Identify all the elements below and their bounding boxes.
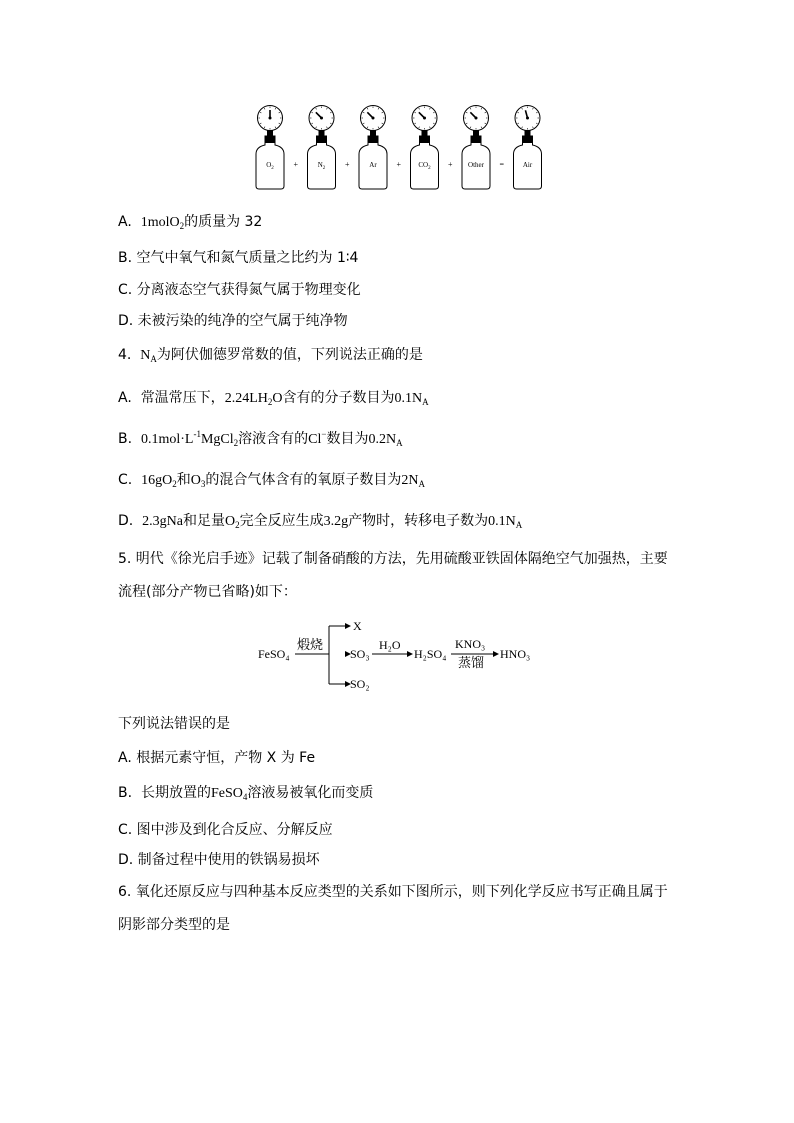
q4-option-b: B. $0.1mol\cdot L^{-1}MgCl_2$溶液含有的Cl−数目为$0.2N_A$ [118,429,403,448]
gas-bottle-n2 [308,106,336,190]
operator: + [396,160,402,169]
flow-h2o: H₂O [379,638,401,652]
q5-option-d: D. 制备过程中使用的铁锅易损坏 [118,852,320,868]
gas-bottle-other [462,106,490,190]
flow-so2: SO₂ [350,677,370,691]
q3-option-c: C. 分离液态空气获得氮气属于物理变化 [118,282,361,298]
q3-option-a: A. 1molO$_2$的质量为 32 [118,214,263,231]
gas-label: $O_2$ [266,161,274,171]
operator: + [293,160,299,169]
flow-kno3: KNO₃ [455,637,486,651]
gas-bottle-o2 [256,106,284,190]
q4-option-a: A. 常温常压下，$2.24LH_2O$含有的分子数目为$0.1N_A$ [118,390,429,407]
q6-stem-line2: 阴影部分类型的是 [118,917,230,933]
operator: = [499,160,505,169]
q4-option-c: C. $16gO_2$和$O_3$的混合气体含有的氧原子数目为$2N_A$ [118,472,426,489]
gas-label: $N_2$ [317,161,326,171]
nitric-acid-flow-diagram [255,615,555,695]
gas-label: $CO_2$ [418,161,431,171]
gas-bottles-figure [250,104,545,192]
q3-option-b: B. 空气中氧气和氮气质量之比约为 1∶4 [118,250,359,266]
q6-stem-line1: 6. 氧化还原反应与四种基本反应类型的关系如下图所示，则下列化学反应书写正确且属于 [118,884,668,900]
gas-bottle-air [514,106,542,190]
operator: + [447,160,453,169]
flow-calcine-label: 煅烧 [297,637,324,652]
q5-option-a: A. 根据元素守恒，产物 X 为 Fe [118,750,316,766]
flow-feso4: FeSO₄ [258,647,290,661]
q4-stem: 4. $N_A$为阿伏伽德罗常数的值，下列说法正确的是 [118,347,423,364]
gas-label: Air [522,161,533,169]
gas-label: Ar [369,161,377,169]
gas-bottle-co2 [411,106,439,190]
flow-x: X [353,619,362,633]
flow-distill: 蒸馏 [458,655,485,670]
operator: + [344,160,350,169]
q5-option-b: B. 长期放置的FeSO$_4$溶液易被氧化而变质 [118,785,374,802]
q5-stem-line2: 流程(部分产物已省略)如下： [118,584,297,600]
gas-label: Other [468,161,484,169]
flow-h2so4: H₂SO₄ [414,647,447,661]
flow-hno3: HNO₃ [500,647,531,661]
q5-question: 下列说法错误的是 [118,716,230,732]
flow-so3: SO₃ [350,647,370,661]
q5-stem-line1: 5. 明代《徐光启手迹》记载了制备硝酸的方法，先用硫酸亚铁固体隔绝空气加强热，主要 [118,551,668,567]
q4-option-d: D. 2.3gNa和足量$O_2$完全反应生成3.2g产物时，转移电子数为$0.1N_A$ [118,513,523,530]
q3-option-d: D. 未被污染的纯净的空气属于纯净物 [118,313,348,329]
gas-bottle-ar [359,106,387,190]
q5-option-c: C. 图中涉及到化合反应、分解反应 [118,822,333,838]
